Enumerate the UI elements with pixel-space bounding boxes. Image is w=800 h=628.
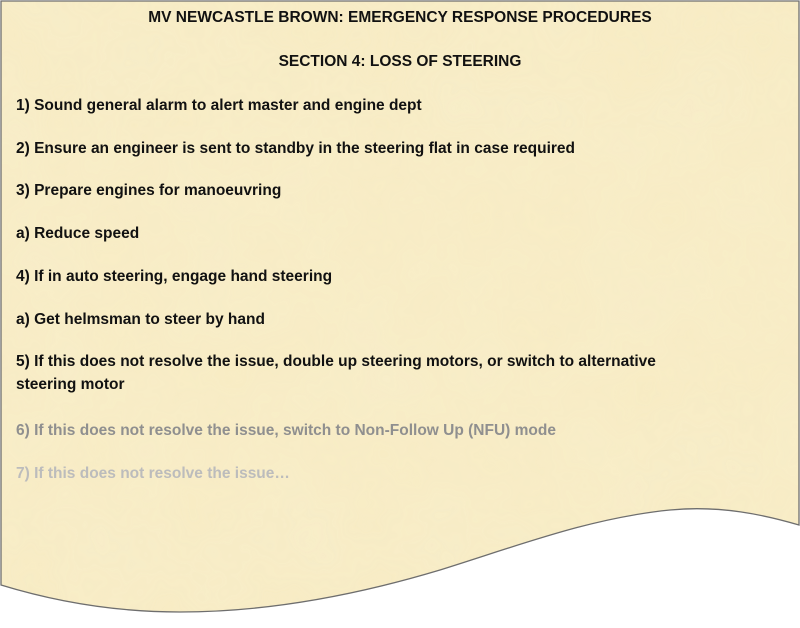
step-6-faded: 6) If this does not resolve the issue, switch to Non-Follow Up (NFU) mode — [16, 422, 556, 439]
step-4: 4) If in auto steering, engage hand steering — [16, 268, 333, 285]
step-3a: a) Reduce speed — [16, 225, 140, 242]
step-3: 3) Prepare engines for manoeuvring — [16, 182, 282, 199]
step-2: 2) Ensure an engineer is sent to standby in the steering flat in case required — [16, 140, 576, 157]
step-7-faded: 7) If this does not resolve the issue… — [16, 465, 290, 482]
document-title: MV NEWCASTLE BROWN: EMERGENCY RESPONSE PROCEDURES — [148, 9, 652, 26]
section-title: SECTION 4: LOSS OF STEERING — [278, 53, 522, 70]
step-1: 1) Sound general alarm to alert master and engine dept — [16, 97, 422, 114]
step-4a: a) Get helmsman to steer by hand — [16, 311, 265, 328]
step-5: 5) If this does not resolve the issue, double up steering motors, or switch to alternative steering motor — [16, 353, 656, 393]
